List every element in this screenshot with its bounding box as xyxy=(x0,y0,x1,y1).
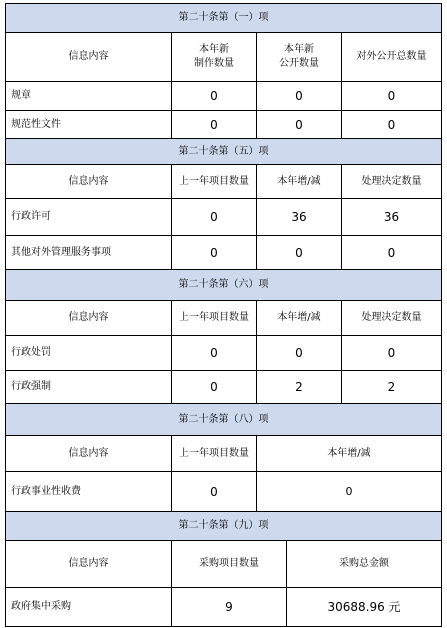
row-label: 其他对外管理服务事项 xyxy=(6,236,172,270)
cell-value: 0 xyxy=(172,236,257,270)
cell-value: 0 xyxy=(342,82,442,111)
table-row xyxy=(6,111,442,139)
section-title: 第二十条第（五）项 xyxy=(6,139,442,165)
row-label: 行政处罚 xyxy=(6,336,172,371)
column-header: 上一年项目数量 xyxy=(172,436,257,472)
table-row xyxy=(6,336,442,371)
cell-value: 0 xyxy=(342,236,442,270)
cell-value: 0 xyxy=(342,336,442,371)
cell-value: 0 xyxy=(257,236,342,270)
cell-value: 0 xyxy=(257,472,442,512)
column-header: 上一年项目数量 xyxy=(172,301,257,336)
column-header: 上一年项目数量 xyxy=(172,165,257,199)
row-label: 行政许可 xyxy=(6,199,172,236)
column-header: 本年增/减 xyxy=(257,165,342,199)
row-label: 政府集中采购 xyxy=(6,588,172,627)
table-row xyxy=(6,199,442,236)
row-label: 规章 xyxy=(6,82,172,111)
column-header: 处理决定数量 xyxy=(342,165,442,199)
cell-value: 9 xyxy=(172,588,287,627)
cell-value: 0 xyxy=(172,111,257,139)
cell-value: 0 xyxy=(342,111,442,139)
cell-value: 36 xyxy=(257,199,342,236)
table-row xyxy=(6,588,442,627)
column-header: 信息内容 xyxy=(6,436,172,472)
section-title: 第二十条第（六）项 xyxy=(6,270,442,301)
column-header: 本年新 制作数量 xyxy=(172,33,257,82)
table-row xyxy=(6,236,442,270)
cell-value: 0 xyxy=(172,371,257,404)
cell-value: 2 xyxy=(342,371,442,404)
cell-value: 0 xyxy=(172,199,257,236)
section-title: 第二十条第（九）项 xyxy=(6,512,442,541)
row-label: 行政事业性收费 xyxy=(6,472,172,512)
row-label: 规范性文件 xyxy=(6,111,172,139)
section-title: 第二十条第（一）项 xyxy=(6,4,442,33)
table-row xyxy=(6,371,442,404)
section-title: 第二十条第（八）项 xyxy=(6,404,442,436)
column-header: 信息内容 xyxy=(6,541,172,588)
row-label: 行政强制 xyxy=(6,371,172,404)
disclosure-table xyxy=(5,3,441,627)
column-header: 本年新 公开数量 xyxy=(257,33,342,82)
cell-value: 0 xyxy=(172,82,257,111)
cell-value: 0 xyxy=(172,336,257,371)
table-row xyxy=(6,82,442,111)
column-header: 对外公开总数量 xyxy=(342,33,442,82)
cell-value: 0 xyxy=(257,111,342,139)
column-header: 信息内容 xyxy=(6,165,172,199)
cell-value: 0 xyxy=(257,336,342,371)
column-header: 信息内容 xyxy=(6,301,172,336)
cell-value: 30688.96 元 xyxy=(287,588,442,627)
column-header: 采购项目数量 xyxy=(172,541,287,588)
column-header: 本年增/减 xyxy=(257,301,342,336)
cell-value: 2 xyxy=(257,371,342,404)
cell-value: 0 xyxy=(257,82,342,111)
column-header: 信息内容 xyxy=(6,33,172,82)
column-header: 采购总金额 xyxy=(287,541,442,588)
cell-value: 0 xyxy=(172,472,257,512)
table-row xyxy=(6,472,442,512)
cell-value: 36 xyxy=(342,199,442,236)
column-header: 处理决定数量 xyxy=(342,301,442,336)
column-header: 本年增/减 xyxy=(257,436,442,472)
